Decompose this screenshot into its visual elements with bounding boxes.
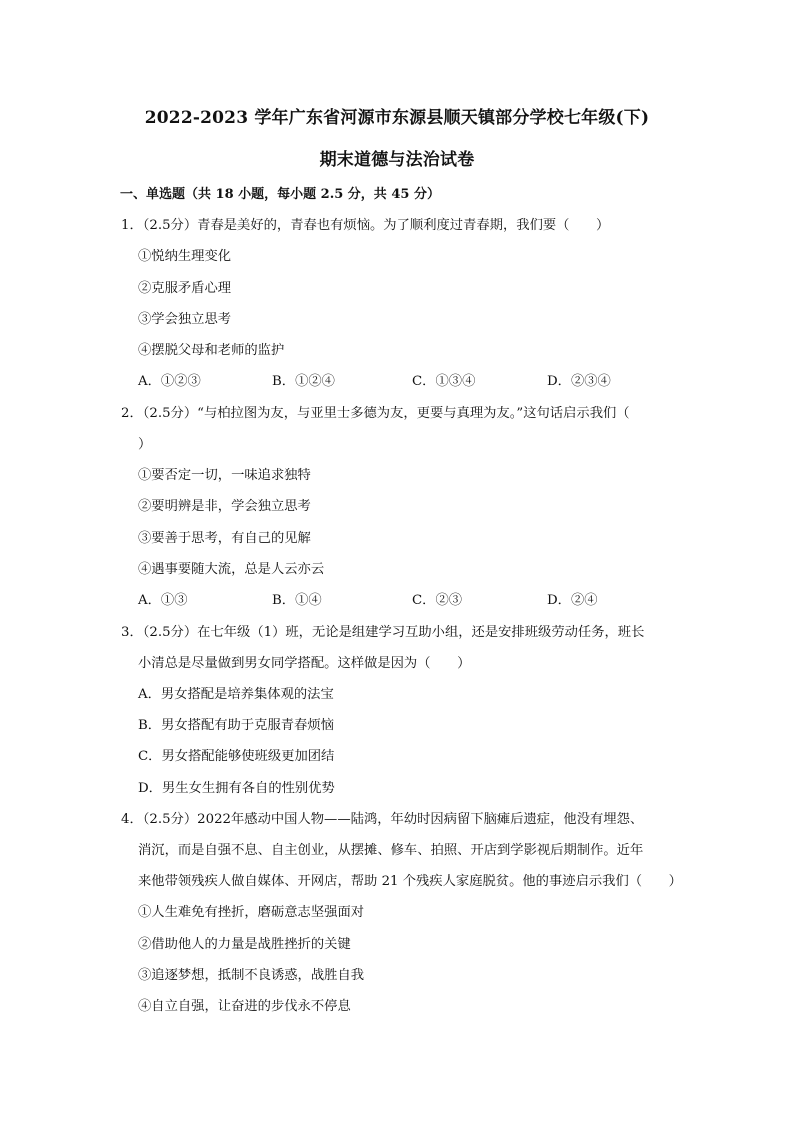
question-2-statement-2: ②要明辨是非，学会独立思考 xyxy=(138,499,311,514)
question-2-statement-1: ①要否定一切，一味追求独特 xyxy=(138,468,311,483)
question-2-option-d[interactable]: D．②④ xyxy=(547,593,598,608)
exam-title-line1: 2022-2023 学年广东省河源市东源县顺天镇部分学校七年级(下) xyxy=(144,108,650,128)
question-2-statement-4: ④遇事要随大流，总是人云亦云 xyxy=(138,562,325,577)
question-4-stem-line3: 来他带领残疾人做自媒体、开网店，帮助 21 个残疾人家庭脱贫。他的事迹启示我们（ ） xyxy=(138,874,682,889)
question-3-choice-a[interactable]: A．男女搭配是培养集体观的法宝 xyxy=(138,687,334,702)
question-4-statement-1: ①人生难免有挫折，磨砺意志坚强面对 xyxy=(138,905,365,920)
question-4-statement-4: ④自立自强，让奋进的步伐永不停息 xyxy=(138,999,351,1014)
question-1-statement-1: ①悦纳生理变化 xyxy=(138,249,232,264)
section-heading: 一、单选题（共 18 小题，每小题 2.5 分，共 45 分） xyxy=(120,187,440,202)
question-1-option-b[interactable]: B．①②④ xyxy=(272,374,335,389)
question-3-choice-c[interactable]: C．男女搭配能够使班级更加团结 xyxy=(138,749,335,764)
question-1-option-d[interactable]: D．②③④ xyxy=(547,374,611,389)
question-2-stem-line2: ） xyxy=(138,437,152,452)
question-1-statement-4: ④摆脱父母和老师的监护 xyxy=(138,343,285,358)
question-2-statement-3: ③要善于思考，有自己的见解 xyxy=(138,531,311,546)
question-4-stem-line2: 消沉，而是自强不息、自主创业，从摆摊、修车、拍照、开店到学影视后期制作。近年 xyxy=(138,843,644,858)
question-2-stem-line1: 2．（2.5分）“与柏拉图为友，与亚里士多德为友，更要与真理为友。”这句话启示我们（ xyxy=(121,406,630,421)
question-3-choice-b[interactable]: B．男女搭配有助于克服青春烦恼 xyxy=(138,718,334,733)
question-1-statement-2: ②克服矛盾心理 xyxy=(138,281,232,296)
question-2-option-c[interactable]: C．②③ xyxy=(412,593,463,608)
question-3-stem-line1: 3．（2.5分）在七年级（1）班，无论是组建学习互助小组，还是安排班级劳动任务，班长 xyxy=(121,625,645,640)
question-1-statement-3: ③学会独立思考 xyxy=(138,312,232,327)
question-1-option-a[interactable]: A．①②③ xyxy=(138,374,201,389)
question-3-choice-d[interactable]: D．男生女生拥有各自的性别优势 xyxy=(138,781,335,796)
question-2-option-b[interactable]: B．①④ xyxy=(272,593,322,608)
exam-title-line2: 期末道德与法治试卷 xyxy=(319,150,475,170)
question-4-statement-2: ②借助他人的力量是战胜挫折的关键 xyxy=(138,937,351,952)
question-2-option-a[interactable]: A．①③ xyxy=(138,593,188,608)
question-4-stem-line1: 4．（2.5分）2022年感动中国人物——陆鸿，年幼时因病留下脑瘫后遗症，他没有埋怨、 xyxy=(121,812,644,827)
question-1-stem: 1．（2.5分）青春是美好的，青春也有烦恼。为了顺利度过青春期，我们要（ ） xyxy=(121,218,610,233)
question-3-stem-line2: 小清总是尽量做到男女同学搭配。这样做是因为（ ） xyxy=(138,656,471,671)
question-1-option-c[interactable]: C．①③④ xyxy=(412,374,476,389)
question-4-statement-3: ③追逐梦想，抵制不良诱惑，战胜自我 xyxy=(138,968,365,983)
